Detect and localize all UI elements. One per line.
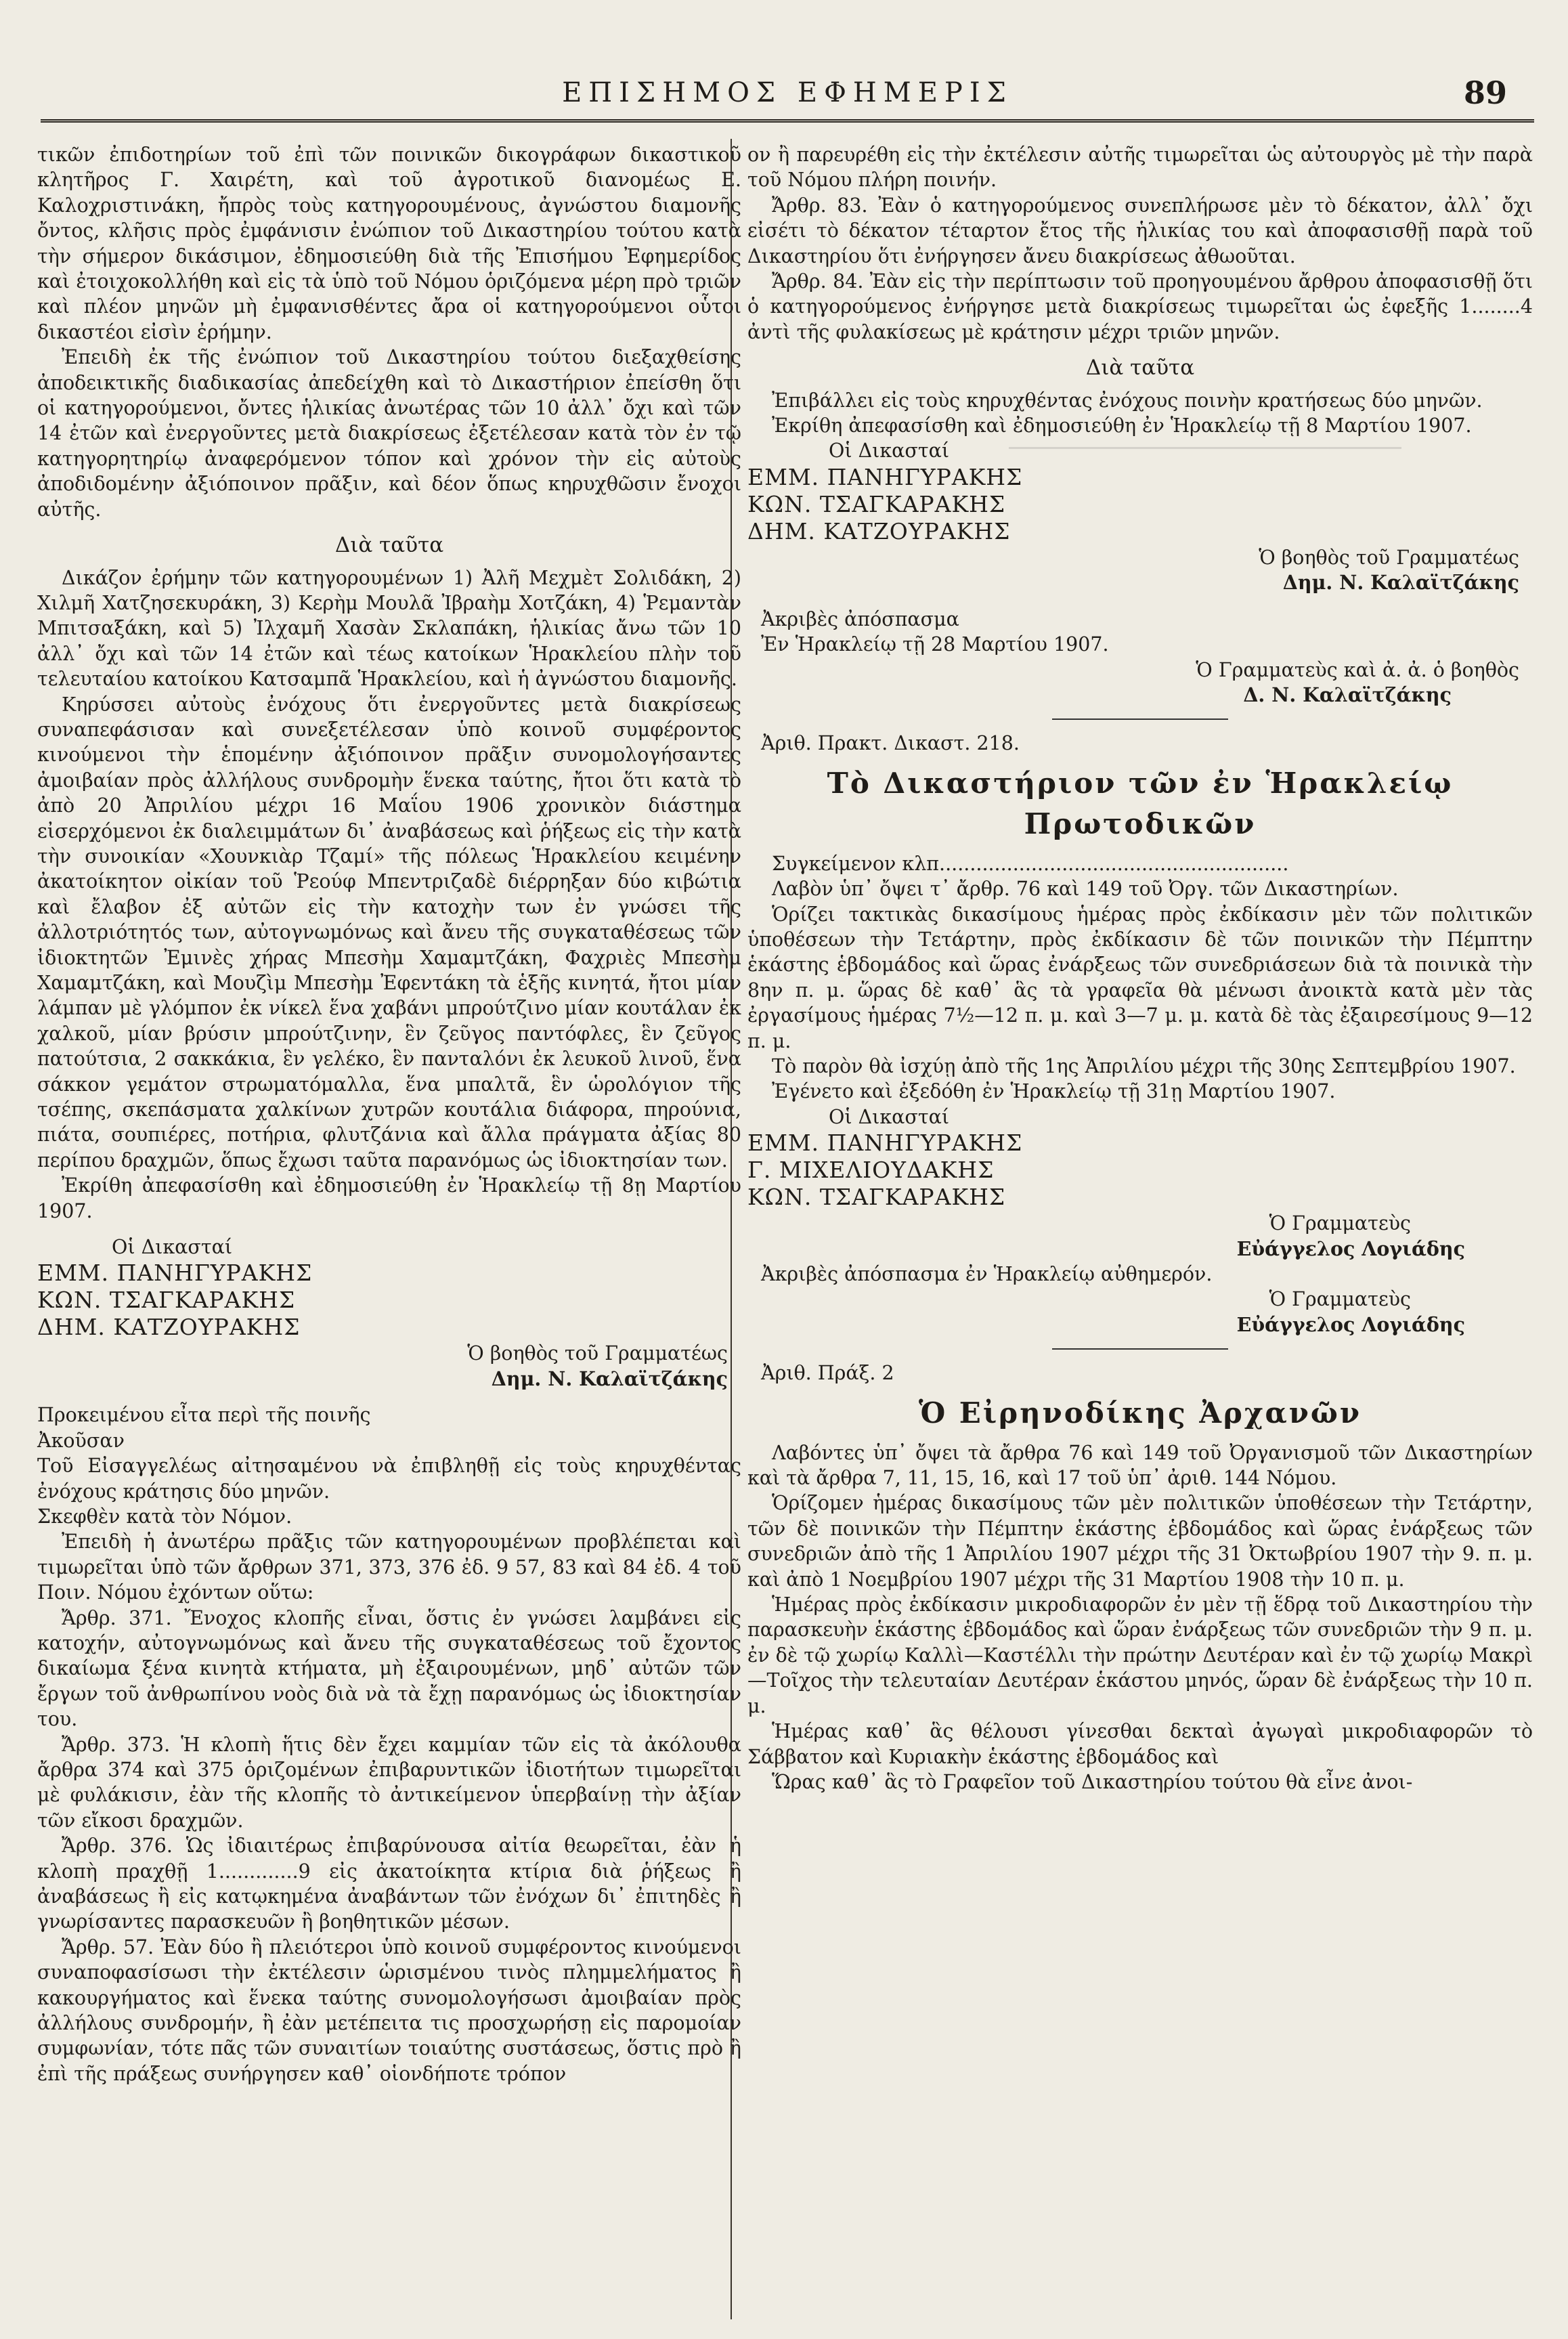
paragraph: Ὁρίζει τακτικὰς δικασίμους ἡμέρας πρὸς ἐκδίκασιν μὲν τῶν πολιτικῶν ὑποθέσεων τὴν Τετάρτην, πρὸς ἐκδίκασιν δὲ τῶν ποινικῶν τὴν Πέμπτην ἑκάστης ἑβδομάδος καὶ ὥρας ἐνάρξεως τῶν συνεδριάσεων διὰ τὰ ποινικὰ τὴν 8ην π. μ. ὥρας δὲ καθ᾽ ἃς τὰ γραφεῖα θὰ μένωσι ἀνοικτὰ κατὰ μὲν τὰς ἐργασίμους ἡμέρας 7½—12 π. μ. καὶ 3—7 μ. μ. κατὰ δὲ τὰς ἐξαιρεσίμους 9—12 π. μ. — [747, 903, 1533, 1052]
paragraph: Ἐκρίθη ἀπεφασίσθη καὶ ἐδημοσιεύθη ἐν Ἡρακλείῳ τῇ 8ῃ Μαρτίου 1907. — [37, 1174, 741, 1222]
paragraph: Ἐγένετο καὶ ἐξεδόθη ἐν Ἡρακλείῳ τῇ 31ῃ Μαρτίου 1907. — [772, 1080, 1336, 1103]
signature-role: Ὁ Γραμματεὺς — [1269, 1212, 1411, 1235]
paragraph: Συγκείμενον κλπ......................................................... — [772, 852, 1289, 875]
paragraph: Ἄρθρ. 57. Ἐὰν δύο ἢ πλειότεροι ὑπὸ κοινοῦ συμφέροντος κινούμενοι συναποφασίσωσι τὴν ἐκτέλεσιν ὡρισμένου τινὸς πλημμελήματος ἢ κακουργήματος καὶ ἕνεκα ταύτης συνομολογήσωσι ἀμοιβαίαν πρὸς ἀλλήλους συνδρομήν, ἢ ἐὰν μετέπειτα τις προσχωρήσῃ εἰς παρομοίαν συμφωνίαν, τότε πᾶς τῶν συναιτίων τοιαύτης συστάσεως, ὅστις πρὸ ἢ ἐπὶ τῆς πράξεως συνήργησεν καθ᾽ οἱονδήποτε τρόπον — [37, 1935, 741, 2085]
paragraph: Ἄρθρ. 84. Ἐὰν εἰς τὴν περίπτωσιν τοῦ προηγουμένου ἄρθρου ἀποφασισθῇ ὅτι ὁ κατηγορούμενος ἐνήργησε μετὰ διακρίσεως τιμωρεῖται ὡς ἐφεξῆς 1........4 ἀντὶ τῆς φυλακίσεως μὲ κράτησιν μέχρι τριῶν μηνῶν. — [747, 270, 1533, 343]
paragraph: ον ἢ παρευρέθη εἰς τὴν ἐκτέλεσιν αὐτῆς τιμωρεῖται ὡς αὐτουργὸς μὲ τὴν παρὰ τοῦ Νόμου πλήρη ποινήν. — [747, 144, 1533, 192]
judge-name: ΚΩΝ. ΤΣΑΓΚΑΡΑΚΗΣ — [37, 1287, 296, 1314]
paragraph: Τὸ παρὸν θὰ ἰσχύῃ ἀπὸ τῆς 1ης Ἀπριλίου μέχρι τῆς 30ης Σεπτεμβρίου 1907. — [772, 1054, 1516, 1077]
paragraph: Ὁρίζομεν ἡμέρας δικασίμους τῶν μὲν πολιτικῶν ὑποθέσεων τὴν Τετάρτην, τῶν δὲ ποινικῶν τὴν Πέμπτην ἑκάστης ἑβδομάδος καὶ ὥρας ἐνάρξεως τῶν συνεδριῶν ἀπὸ τῆς 1 Ἀπριλίου 1907 μέχρι τῆς 31 Ὀκτωβρίου 1907 τὴν 9. π. μ. καὶ ἀπὸ 1 Νοεμβρίου 1907 μέχρι τῆς 31 Μαρτίου 1908 τὴν 10 π. μ. — [747, 1492, 1533, 1591]
paragraph: Ἄρθρ. 83. Ἐὰν ὁ κατηγορούμενος συνεπλήρωσε μὲν τὸ δέκατον, ἀλλ᾽ ὄχι εἰσέτι τὸ δέκατον τέταρτον ἔτος τῆς ἡλικίας του καὶ ἀποφασισθῇ παρὰ τοῦ Δικαστηρίου ὅτι ἐνήργησεν ἄνευ διακρίσεως ἀθωοῦται. — [747, 194, 1533, 267]
court-title: Τὸ Δικαστήριον τῶν ἐν Ἡρακλείῳ Πρωτοδικῶν — [827, 766, 1454, 840]
paragraph: Σκεφθὲν κατὰ τὸν Νόμον. — [37, 1505, 292, 1528]
paragraph: Τοῦ Εἰσαγγελέως αἰτησαμένου νὰ ἐπιβληθῇ εἰς τοὺς κηρυχθέντας ἐνόχους κράτησις δύο μηνῶν. — [37, 1455, 741, 1503]
judge-name: Γ. ΜΙΧΕΛΙΟΥΔΑΚΗΣ — [747, 1157, 995, 1184]
signature-role: Ὁ βοηθὸς τοῦ Γραμματέως — [1259, 546, 1519, 569]
paragraph: Λαβὸν ὑπ᾽ ὄψει τ᾽ ἄρθρ. 76 καὶ 149 τοῦ Ὀργ. τῶν Δικαστηρίων. — [772, 878, 1399, 901]
paragraph: Ἐπιβάλλει εἰς τοὺς κηρυχθέντας ἐνόχους ποινὴν κρατήσεως δύο μηνῶν. — [772, 389, 1483, 412]
header-rule — [41, 119, 1534, 128]
signature-name-text: Δημ. Ν. Καλαϊτζάκης — [491, 1367, 728, 1390]
signature-name-text: Δ. Ν. Καλαϊτζάκης — [1243, 683, 1452, 706]
signature-role: Ὁ βοηθὸς τοῦ Γραμματέως — [467, 1342, 728, 1365]
paragraph: τικῶν ἐπιδοτηρίων τοῦ ἐπὶ τῶν ποινικῶν δικογράφων δικαστικοῦ κλητῆρος Γ. Χαιρέτη, καὶ τοῦ ἀγροτικοῦ διανομέως Ε. Καλοχριστινάκη, ἤπρὸς τοὺς κατηγορουμένους, ἀγνώστου διαμονῆς ὄντος, κλῆσις πρὸς ἐμφάνισιν ἐνώπιον τοῦ Δικαστηρίου τούτου κατὰ τὴν σήμερον δικάσιμον, ἐδημοσιεύθη διὰ τῆς Ἐπισήμου Ἐφημερίδος καὶ ἐτοιχοκολλήθη καὶ εἰς τὰ ὑπὸ τοῦ Νόμου ὁριζόμενα μέρη πρὸ τριῶν καὶ πλέον μηνῶν μὴ ἐμφανισθέντες ἄρα οἱ κατηγορούμενοι οὗτοι δικαστέοι εἰσὶν ἐρήμην. — [37, 144, 741, 343]
paragraph: Ἀκοῦσαν — [37, 1429, 125, 1452]
signature-name-text: Δημ. Ν. Καλαϊτζάκης — [1282, 571, 1519, 595]
paragraph: Ἐπειδὴ ἐκ τῆς ἐνώπιον τοῦ Δικαστηρίου τούτου διεξαχθείσης ἀποδεικτικῆς διαδικασίας ἀπεδείχθη καὶ τὸ Δικαστήριον ἐπείσθη ὅτι οἱ κατηγορούμενοι, ὄντες ἡλικίας ἀνωτέρας τῶν 10 ἀλλ᾽ ὄχι καὶ τῶν 14 ἐτῶν καὶ ἐνεργοῦντες μετὰ διακρίσεως ἐξετέλεσαν κατὰ τὸν ἐν τῷ κατηγορητηρίῳ ἀναφερόμενον τόπον καὶ χρόνον τὴν εἰς αὐτοὺς ἀποδιδομένην ἀξιόποινον πρᾶξιν, καὶ δέον ὅπως κηρυχθῶσιν ἔνοχοι αὐτῆς. — [37, 346, 741, 521]
judge-name: ΔΗΜ. ΚΑΤΖΟΥΡΑΚΗΣ — [747, 517, 1011, 544]
signature-role: Ὁ Γραμματεὺς — [1269, 1288, 1411, 1311]
signature-name-text: Εὐάγγελος Λογιάδης — [1236, 1237, 1465, 1260]
section-heading: Διὰ ταῦτα — [1085, 356, 1195, 381]
paragraph: Προκειμένου εἶτα περὶ τῆς ποινῆς — [37, 1404, 371, 1427]
signature-name — [747, 1237, 1533, 1262]
judge-name: ΚΩΝ. ΤΣΑΓΚΑΡΑΚΗΣ — [747, 1184, 1006, 1211]
judges-label: Οἱ Δικασταί — [829, 439, 950, 463]
judge-name: ΚΩΝ. ΤΣΑΓΚΑΡΑΚΗΣ — [747, 490, 1006, 517]
paragraph: Ἀκριβὲς ἀπόσπασμα ἐν Ἡρακλείῳ αὐθημερόν. — [761, 1263, 1213, 1285]
paragraph: Λαβόντες ὑπ᾽ ὄψει τὰ ἄρθρα 76 καὶ 149 τοῦ Ὀργανισμοῦ τῶν Δικαστηρίων καὶ τὰ ἄρθρα 7, 11, 15, 16, καὶ 17 τοῦ ὑπ᾽ ἀριθ. 144 Νόμου. — [747, 1441, 1533, 1490]
signature-name — [747, 683, 1533, 708]
paragraph: Δικάζον ἐρήμην τῶν κατηγορουμένων 1) Ἀλῆ Μεχμὲτ Σολιδάκη, 2) Χιλμῆ Χατζησεκυράκη, 3) Κερὴμ Μουλᾶ Ἰβραὴμ Χοτζάκη, 4) Ῥεμαντὰν Μπιτσαξάκη, καὶ 5) Ἰλχαμῆ Χασὰν Σκλαπάκη, ἡλικίας ἄνω τῶν 10 ἀλλ᾽ ὄχι καὶ τῶν 14 ἐτῶν καὶ τέως κατοίκων Ἡρακλείου πλὴν τοῦ τελευταίου κατοίκου Κατσαμπᾶ Ἡρακλείου, καὶ ἡ ἀγνώστου διαμονῆς. — [37, 566, 741, 691]
right-column — [747, 142, 1533, 1795]
signature-role: Ὁ Γραμματεὺς καὶ ἀ. ἀ. ὁ βοηθὸς — [1196, 658, 1519, 681]
paragraph: Ἡμέρας πρὸς ἐκδίκασιν μικροδιαφορῶν ἐν μὲν τῇ ἕδρᾳ τοῦ Δικαστηρίου τὴν παρασκευὴν ἑκάστης ἑβδομάδος καὶ ὥραν ἐνάρξεως τῶν συνεδριῶν τὴν 9 π. μ. ἐν δὲ τῷ χωρίῳ Καλλὶ—Καστέλλι τὴν πρώτην Δευτέραν καὶ ἐν τῷ χωρίῳ Μακρὶ—Τοῖχος τὴν τελευταίαν Δευτέραν ἑκάστου μηνός, ὥραν δὲ ἐνάρξεως τὴν 10 π. μ. — [747, 1593, 1533, 1717]
judges-label: Οἱ Δικασταί — [829, 1105, 950, 1128]
paragraph: Ἐν Ἡρακλείῳ τῇ 28 Μαρτίου 1907. — [761, 633, 1109, 656]
signature-name — [747, 570, 1533, 595]
paragraph: Ἀκριβὲς ἀπόσπασμα — [761, 607, 959, 630]
court-title: Ὁ Εἰρηνοδίκης Ἀρχανῶν — [918, 1396, 1362, 1430]
paragraph: Ἐπειδὴ ἡ ἀνωτέρω πρᾶξις τῶν κατηγορουμένων προβλέπεται καὶ τιμωρεῖται ὑπὸ τῶν ἄρθρων 371, 373, 376 ἐδ. 9 57, 83 καὶ 84 ἐδ. 4 τοῦ Ποιν. Νόμου ἐχόντων οὕτω: — [37, 1530, 741, 1604]
judge-name: ΕΜΜ. ΠΑΝΗΓΥΡΑΚΗΣ — [747, 463, 1023, 490]
paragraph: Ἐκρίθη ἀπεφασίσθη καὶ ἐδημοσιεύθη ἐν Ἡρακλείῳ τῇ 8 Μαρτίου 1907. — [772, 414, 1472, 437]
section-rule — [1052, 1348, 1228, 1350]
paragraph: Ἄρθρ. 373. Ἡ κλοπὴ ἥτις δὲν ἔχει καμμίαν τῶν εἰς τὰ ἀκόλουθα ἄρθρα 374 καὶ 375 ὁριζομένων ἐπιβαρυντικῶν ἰδιοτήτων τιμωρεῖται μὲ φυλάκισιν, ἐὰν τῆς κλοπῆς τὸ ἀντικείμενον ὑπερβαίνῃ τὴν ἀξίαν τῶν εἴκοσι δραχμῶν. — [37, 1733, 741, 1832]
signature-name — [37, 1367, 741, 1392]
signature-name-text: Εὐάγγελος Λογιάδης — [1236, 1312, 1465, 1336]
paragraph: Ἡμέρας καθ᾽ ἃς θέλουσι γίνεσθαι δεκταὶ ἀγωγαὶ μικροδιαφορῶν τὸ Σάββατον καὶ Κυριακὴν ἑκάστης ἑβδομάδος καὶ — [747, 1720, 1533, 1768]
record-number: Ἀριθ. Πράξ. 2 — [761, 1362, 894, 1385]
judges-label: Οἱ Δικασταί — [112, 1236, 233, 1259]
page-header — [41, 68, 1534, 129]
signature-name — [747, 1312, 1533, 1337]
judge-name: ΕΜΜ. ΠΑΝΗΓΥΡΑΚΗΣ — [747, 1130, 1023, 1157]
section-rule — [1052, 718, 1228, 720]
masthead-title: ΕΠΙΣΗΜΟΣ ΕΦΗΜΕΡΙΣ — [562, 77, 1013, 108]
judge-name: ΕΜΜ. ΠΑΝΗΓΥΡΑΚΗΣ — [37, 1260, 313, 1287]
paragraph: Ὥρας καθ᾽ ἃς τὸ Γραφεῖον τοῦ Δικαστηρίου τούτου θὰ εἶνε ἀνοι- — [772, 1770, 1413, 1793]
paragraph: Ἄρθρ. 371. Ἔνοχος κλοπῆς εἶναι, ὅστις ἐν γνώσει λαμβάνει εἰς κατοχήν, αὐτογνωμόνως καὶ ἄνευ τῆς συγκαταθέσεως τοῦ ἔχοντος δικαίωμα ξένα κινητὰ κτήματα, μὴ ἐξαιρουμένων, μηδ᾽ αὐτῶν τῶν ἔργων τοῦ ἀνθρωπίνου νοὸς διὰ νὰ τὰ ἔχῃ παρανόμως ὡς ἰδιοκτησίαν του. — [37, 1606, 741, 1731]
judge-name: ΔΗΜ. ΚΑΤΖΟΥΡΑΚΗΣ — [37, 1314, 301, 1341]
record-number: Ἀριθ. Πρακτ. Δικαστ. 218. — [761, 732, 1020, 755]
paragraph: Κηρύσσει αὐτοὺς ἐνόχους ὅτι ἐνεργοῦντες μετὰ διακρίσεως συναπεφάσισαν καὶ συνεξετέλεσαν ὑπὸ κοινοῦ συμφέροντος κινούμενοι τὴν ἑπομένην ἀξιόποινον πρᾶξιν συνομολογήσαντες ἀμοιβαίαν πρὸς ἀλλήλους συνδρομὴν ἕνεκα ταύτης, ἤτοι ὅτι κατὰ τὸ ἀπὸ 20 Ἀπριλίου μέχρι 16 Μαΐου 1906 χρονικὸν διάστημα εἰσερχόμενοι ἐκ διαλειμμάτων δι᾽ ἀναβάσεως καὶ ῥήξεως εἰς τὴν κατὰ τὴν συνοικίαν «Χουνκιὰρ Τζαμί» τῆς πόλεως Ἡρακλείου κειμένην ἀκατοίκητον οἰκίαν τοῦ Ῥεούφ Μπεντριζαδὲ διέρρηξαν δύο κιβώτια καὶ ἔλαβον ἐξ αὐτῶν εἰς τὴν κατοχὴν των ἐν γνώσει τῆς ἀλλοτριότητός των, αὐτογνωμόνως καὶ ἄνευ τῆς συγκαταθέσεως τῶν ἰδιοκτητῶν Ἐμινὲς χήρας Μπεσὴμ Χαμαμτζάκη, Φαχριὲς Μπεσὴμ Χαμαμτζάκη, καὶ Μουζὶμ Μπεσὴμ Ἐφεντάκη τὰ ἑξῆς κινητά, ἤτοι μίαν λάμπαν μὲ γλόμπον ἐκ νίκελ ἕνα χαβάνι μπρούτζινο μίαν κουτάλαν ἐκ χαλκοῦ, μίαν βρύσιν μπρούτζινην, ἓν ζεῦγος παντόφλες, ἓν ζεῦγος πατούτσια, 2 σακκάκια, ἓν γελέκο, ἓν πανταλόνι ἐκ λευκοῦ λινοῦ, ἕνα σάκκον γεμάτον στρωματόμαλλα, ἕνα μπαλτᾶ, ἓν ὡρολόγιον τῆς τσέπης, σκεπάσματα χαλκίνων χυτρῶν κουτάλια διάφορα, πηρούνια, πιάτα, σουπιέρες, ποτήρια, φλυτζάνια καὶ ἄλλα πράγματα ἀξίας 80 περίπου δραχμῶν, ὅπως ἔχωσι ταῦτα παρανόμως ὡς ἰδιοκτησίαν των. — [37, 693, 741, 1172]
left-column — [37, 142, 741, 2086]
page-number: 89 — [1463, 74, 1507, 111]
section-heading: Διὰ ταῦτα — [334, 533, 444, 558]
paragraph: Ἄρθρ. 376. Ὡς ἰδιαιτέρως ἐπιβαρύνουσα αἰτία θεωρεῖται, ἐὰν ἡ κλοπὴ πραχθῇ 1.............9 εἰς ἀκατοίκητα κτίρια διὰ ῥήξεως ἢ ἀναβάσεως ἢ εἰς κατῳκημένα ἀναβάντων τῶν ἐνόχων δι᾽ ἐπιτηδὲς ἢ γνωρίσαντες παρασκευῶν ἢ βοηθητικῶν μέσων. — [37, 1834, 741, 1933]
